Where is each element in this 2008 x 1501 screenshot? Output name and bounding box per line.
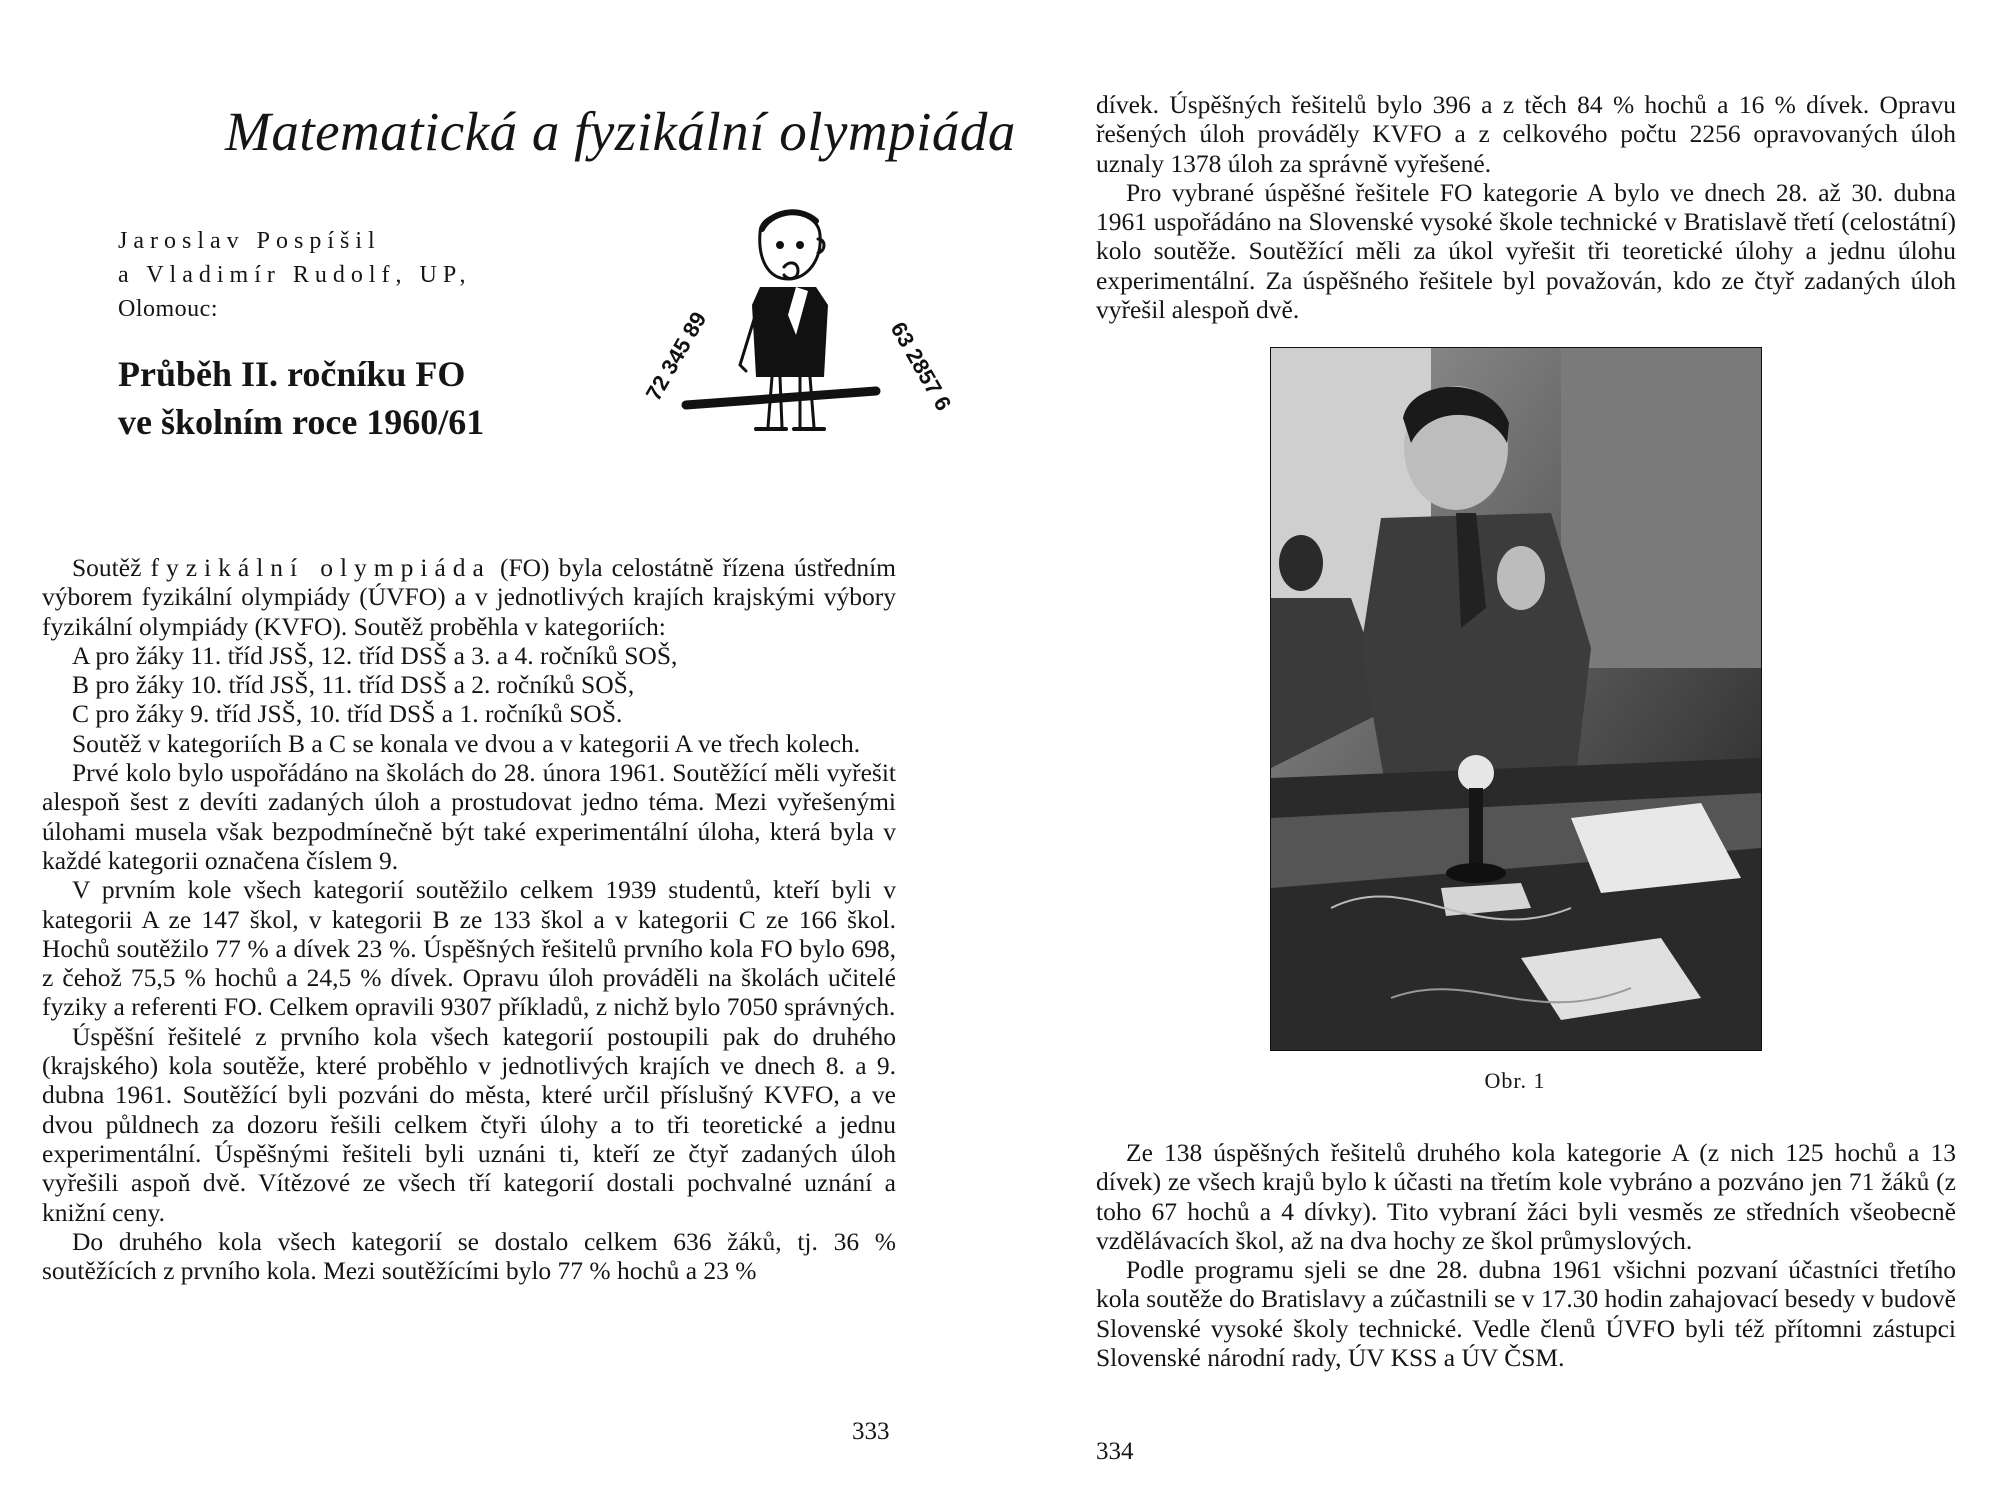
- paragraph-1: [42, 553, 896, 641]
- paragraph-2: Soutěž v kategoriích B a C se konala ve dvou a v kategorii A ve třech kolech.: [72, 728, 861, 758]
- left-body-text: [42, 553, 896, 1285]
- student-with-numbers-illustration: [640, 195, 957, 445]
- paragraph-continued: dívek. Úspěšných řešitelů bylo 396 a z těch 84 % hochů a 16 % dívek. Opravu řešených úloh prováděly KVFO a z celkového počtu 2256 opravovaných úloh uznaly 1378 úloh za správně vyřešené.: [1096, 90, 1956, 178]
- student-experiment-photo: [1271, 348, 1761, 1050]
- photo-figure: [1270, 347, 1762, 1051]
- p1-rest: (FO) byla celostátně řízena ústředním výborem fyzikální olympiády (ÚVFO) a v jednotlivých krajích krajskými výbory fyzikální olympiády (KVFO). Soutěž proběhla v kategoriích:: [42, 553, 897, 641]
- category-c: C pro žáky 9. tříd JSŠ, 10. tříd DSŠ a 1. ročníků SOŠ.: [72, 699, 623, 729]
- right-page: [1004, 0, 2008, 1501]
- photo-caption: Obr. 1: [1484, 1068, 1546, 1093]
- p1-start: Soutěž: [72, 553, 151, 582]
- paragraph-5: Úspěšní řešitelé z prvního kola všech kategorií postoupili pak do druhého (krajského) kola soutěže, které proběhlo v jednotlivých krajích ve dnech 8. a 9. dubna 1961. Soutěžící byli pozváni do města, které určil příslušný KVFO, a ve dvou půldnech za dozoru řešili celkem čtyři úlohy a to tři teoretické a jednu experimentální. Úspěšnými řešiteli byli uznáni ti, kteří ze čtyř zadaných úloh vyřešili aspoň dvě. Vítězové ze všech tří kategorií dostali pochvalné uznání a knižní ceny.: [42, 1021, 896, 1227]
- paragraph-3: Prvé kolo bylo uspořádáno na školách do 28. února 1961. Soutěžící měli vyřešit alespoň šest z devíti zadaných úloh a prostudovat jedno téma. Mezi vyřešenými úlohami musela však bezpodmínečně být také experimentální úloha, která byla v každé kategorii označena číslem 9.: [42, 758, 896, 875]
- page-number: 333: [852, 1418, 890, 1445]
- authors-block: [118, 224, 472, 326]
- paragraph-4: V prvním kole všech kategorií soutěžilo celkem 1939 studentů, kteří byli v kategorii A ze 147 škol, v kategorii B ze 133 škol a v kategorii C ze 166 škol. Hochů soutěžilo 77 % a dívek 23 %. Úspěšných řešitelů prvního kola FO bylo 698, z čehož 75,5 % hochů a 24,5 % dívek. Opravu úloh prováděli na školách učitelé fyziky a referenti FO. Celkem opravili 9307 příkladů, z nichž bylo 7050 správných.: [42, 875, 896, 1022]
- p1-spaced-term: fyzikální olympiáda: [150, 553, 491, 582]
- paragraph-third-round: Pro vybrané úspěšné řešitele FO kategorie A bylo ve dnech 28. až 30. dubna 1961 uspořádáno na Slovenské vysoké škole technické v Bratislavě třetí (celostátní) kolo soutěže. Soutěžící měli za úkol vyřešit tři teoretické úlohy a jednu úlohu experimentální. Za úspěšného řešitele byl považován, kdo ze čtyř zadaných úloh vyřešil alespoň dvě.: [1096, 177, 1956, 325]
- numbers-left-label: 72 345 89: [640, 307, 712, 405]
- numbers-right-label: 63 2857 6: [885, 317, 957, 415]
- heading-line-2: ve školním roce 1960/61: [118, 402, 485, 442]
- page-title: Matematická a fyzikální olympiáda: [225, 101, 1016, 162]
- heading-line-1: Průběh II. ročníku FO: [118, 354, 466, 394]
- category-b: B pro žáky 10. tříd JSŠ, 11. tříd DSŠ a 2. ročníků SOŠ,: [72, 670, 635, 700]
- paragraph-6: Do druhého kola všech kategorií se dostalo celkem 636 žáků, tj. 36 % soutěžících z prvního kola. Mezi soutěžícími bylo 77 % hochů a 23 %: [42, 1226, 896, 1286]
- author-line-1: Jaroslav Pospíšil: [118, 228, 381, 254]
- page-number: 334: [1096, 1438, 1134, 1465]
- right-bottom-text: [1096, 1138, 1956, 1372]
- right-top-text: [1096, 90, 1956, 324]
- paragraph-program: Podle programu sjeli se dne 28. dubna 1961 všichni pozvaní účastníci třetího kola soutěže do Bratislavy a zúčastnili se v 17.30 hodin zahajovací besedy v budově Slovenské vysoké školy technické. Vedle členů ÚVFO byli též přítomni zástupci Slovenské národní rady, ÚV KSS a ÚV ČSM.: [1096, 1255, 1956, 1373]
- author-line-2: a Vladimír Rudolf, UP,: [118, 262, 472, 288]
- category-a: A pro žáky 11. tříd JSŠ, 12. tříd DSŠ a 3. a 4. ročníků SOŠ,: [72, 640, 678, 670]
- author-line-3: Olomouc:: [118, 296, 218, 322]
- paragraph-selected-students: Ze 138 úspěšných řešitelů druhého kola kategorie A (z nich 125 hochů a 13 dívek) ze všech krajů bylo k účasti na třetím kole vybráno a pozváno jen 71 žáků (z toho 67 hochů a 4 dívky). Tito vybraní žáci byli vesměs ze středních všeobecně vzdělávacích škol, až na dva hochy ze škol průmyslových.: [1096, 1138, 1956, 1255]
- article-heading: [118, 350, 484, 446]
